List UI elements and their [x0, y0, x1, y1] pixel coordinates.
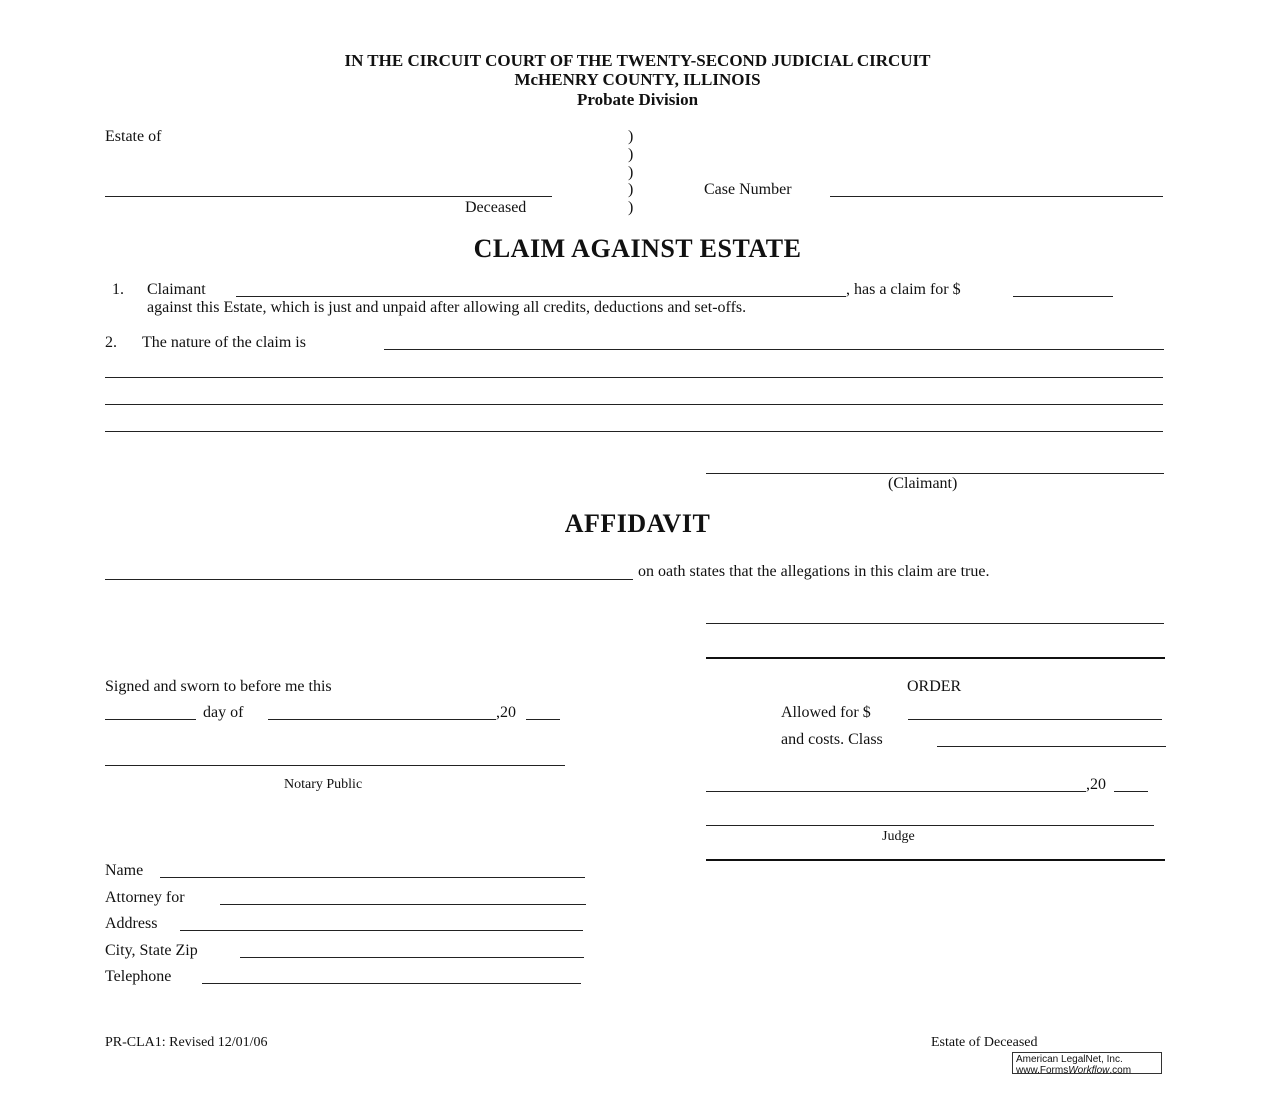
allowed-for-label: Allowed for $	[781, 704, 871, 721]
attorney-address-label: Address	[105, 915, 158, 932]
attorney-city-label: City, State Zip	[105, 942, 198, 959]
item1-number: 1.	[112, 281, 124, 298]
attorney-city-field[interactable]	[243, 939, 581, 957]
order-year-prefix: ,20	[1086, 776, 1106, 793]
division-heading: Probate Division	[576, 90, 699, 109]
nature-line-3	[105, 404, 1163, 405]
nature-line-4	[105, 431, 1163, 432]
notary-label: Notary Public	[284, 777, 363, 792]
attorney-name-label: Name	[105, 862, 144, 879]
order-bottom-divider	[706, 859, 1165, 861]
judge-signature-line[interactable]	[706, 825, 1154, 826]
claim-amount-field[interactable]	[1015, 278, 1111, 296]
sworn-month-line[interactable]	[268, 719, 496, 720]
publisher-name: American LegalNet, Inc.	[1016, 1054, 1123, 1065]
court-name-heading: IN THE CIRCUIT COURT OF THE TWENTY-SECOND JUDICIAL CIRCUIT	[344, 51, 931, 70]
caption-bracket: )	[628, 199, 634, 216]
case-number-label: Case Number	[704, 181, 792, 198]
claimant-label: Claimant	[147, 281, 206, 298]
nature-label: The nature of the claim is	[142, 334, 306, 351]
nature-field-4[interactable]	[108, 413, 1158, 431]
nature-line-1	[384, 349, 1164, 350]
url-prefix: www.Forms	[1016, 1065, 1069, 1076]
case-number-field[interactable]	[834, 178, 1159, 196]
claimant-signature-label: (Claimant)	[888, 475, 958, 492]
caption-bracket: )	[628, 164, 634, 181]
class-line[interactable]	[937, 746, 1166, 747]
affiant-field[interactable]	[108, 561, 628, 579]
attorney-telephone-field[interactable]	[205, 965, 577, 983]
claimant-field[interactable]	[240, 278, 840, 296]
notary-signature-line[interactable]	[105, 765, 565, 766]
deceased-label: Deceased	[465, 199, 527, 216]
case-number-line	[830, 196, 1163, 197]
has-claim-text: , has a claim for $	[846, 281, 961, 298]
url-italic: Workflow	[1068, 1065, 1110, 1076]
attorney-for-line	[220, 904, 586, 905]
attorney-telephone-label: Telephone	[105, 968, 172, 985]
claimant-signature-line[interactable]	[706, 473, 1164, 474]
attorney-address-line	[180, 930, 583, 931]
caption-bracket: )	[628, 146, 634, 163]
nature-field-1[interactable]	[388, 331, 1158, 349]
order-title: ORDER	[907, 678, 962, 695]
affiant-line	[105, 579, 633, 580]
judge-label: Judge	[882, 829, 915, 844]
affiant-signature-line[interactable]	[706, 623, 1164, 624]
sworn-day-line[interactable]	[105, 719, 196, 720]
nature-field-2[interactable]	[108, 359, 1158, 377]
section-divider	[706, 657, 1165, 659]
attorney-telephone-line	[202, 983, 581, 984]
claimant-line	[236, 296, 846, 297]
oath-text: on oath states that the allegations in this claim are true.	[638, 563, 990, 580]
caption-bracket: )	[628, 128, 634, 145]
attorney-name-line	[160, 877, 585, 878]
attorney-for-field[interactable]	[223, 886, 583, 904]
day-of-label: day of	[203, 704, 244, 721]
item1-line2: against this Estate, which is just and unpaid after allowing all credits, deductions and set-offs.	[147, 299, 747, 316]
attorney-city-line	[240, 957, 584, 958]
affidavit-title: AFFIDAVIT	[564, 509, 711, 538]
estate-name-line	[105, 196, 552, 197]
claim-title: CLAIM AGAINST ESTATE	[473, 234, 802, 263]
url-suffix: .com	[1109, 1065, 1132, 1076]
attorney-name-field[interactable]	[163, 859, 581, 877]
nature-field-3[interactable]	[108, 386, 1158, 404]
allowed-amount-line[interactable]	[908, 719, 1162, 720]
nature-line-2	[105, 377, 1163, 378]
sworn-year-prefix: ,20	[496, 704, 516, 721]
costs-class-label: and costs. Class	[781, 731, 883, 748]
estate-of-label: Estate of	[105, 128, 162, 145]
order-date-line[interactable]	[706, 791, 1086, 792]
item2-number: 2.	[105, 334, 117, 351]
attorney-for-label: Attorney for	[105, 889, 185, 906]
publisher-url[interactable]	[1016, 1065, 1161, 1076]
claim-amount-line	[1013, 296, 1113, 297]
county-heading: McHENRY COUNTY, ILLINOIS	[514, 70, 761, 89]
estate-name-field[interactable]	[108, 178, 548, 196]
order-year-line[interactable]	[1114, 791, 1148, 792]
sworn-year-line[interactable]	[526, 719, 560, 720]
attorney-address-field[interactable]	[183, 912, 579, 930]
form-id: PR-CLA1: Revised 12/01/06	[105, 1035, 268, 1050]
publisher-box	[1012, 1052, 1162, 1074]
sworn-label: Signed and sworn to before me this	[105, 678, 332, 695]
footer-estate-label: Estate of Deceased	[931, 1035, 1038, 1050]
caption-bracket: )	[628, 181, 634, 198]
